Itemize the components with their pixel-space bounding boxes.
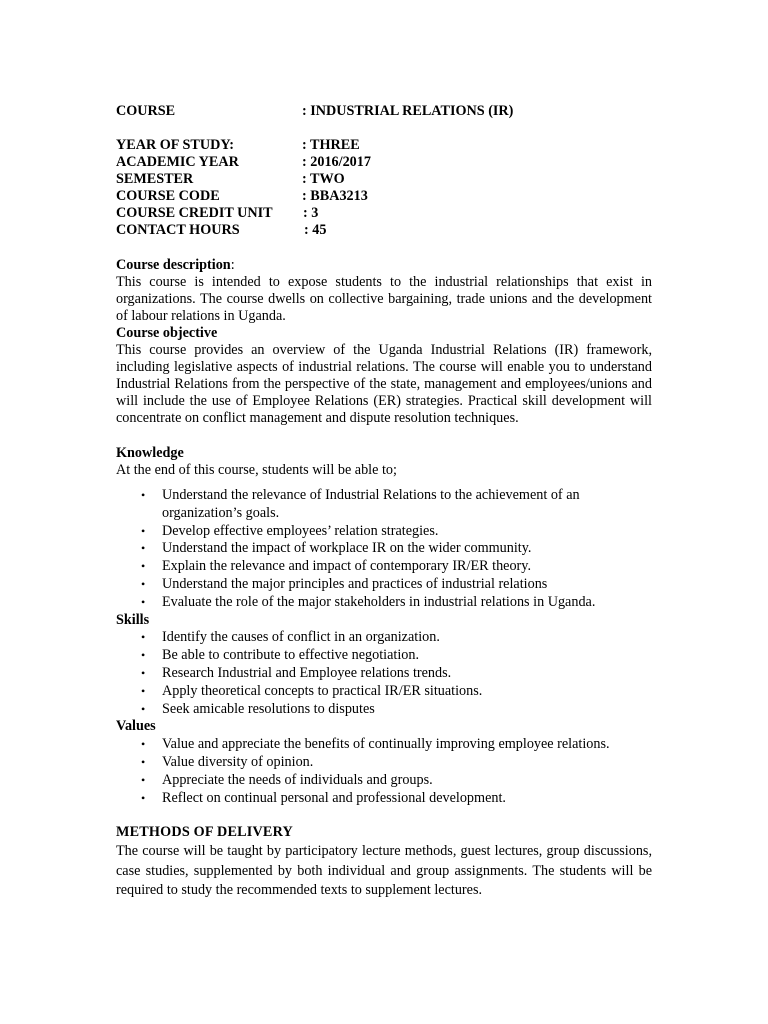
- list-item-text: Explain the relevance and impact of contemporary IR/ER theory.: [162, 558, 531, 575]
- heading-text: Course description: [116, 257, 231, 273]
- info-label: CONTACT HOURS: [116, 222, 240, 238]
- list-item: [116, 647, 652, 665]
- list-item: [116, 540, 652, 558]
- bullet-icon: •: [141, 701, 146, 716]
- list-item: [116, 523, 652, 541]
- info-value: : TWO: [302, 171, 345, 187]
- list-item: [116, 701, 652, 719]
- bullet-icon: •: [141, 754, 146, 769]
- methods-text: The course will be taught by participatory lecture methods, guest lectures, group discussions, case studies, supplemented by both individual and group assignments. The students will be required to study the recommended texts to supplement lectures.: [116, 843, 652, 899]
- bullet-icon: •: [141, 523, 146, 538]
- list-item: [116, 558, 652, 576]
- values-list: [116, 736, 652, 807]
- knowledge-list: [116, 487, 652, 612]
- list-item: [116, 790, 652, 808]
- course-objective-heading: Course objective: [116, 325, 218, 341]
- bullet-icon: •: [141, 772, 146, 787]
- list-item-text: Evaluate the role of the major stakeholders in industrial relations in Uganda.: [162, 593, 596, 610]
- info-value: : 45: [304, 222, 327, 238]
- bullet-icon: •: [141, 576, 146, 591]
- bullet-icon: •: [141, 630, 146, 645]
- info-label: YEAR OF STUDY:: [116, 137, 234, 153]
- heading-colon: :: [230, 257, 235, 273]
- info-value: : INDUSTRIAL RELATIONS (IR): [302, 103, 514, 119]
- list-item: [116, 594, 652, 612]
- info-row-semester: [116, 171, 652, 188]
- info-row-credit-unit: [116, 205, 652, 222]
- list-item-text: Understand the relevance of Industrial Relations to the achievement of an organization’s goals.: [162, 487, 580, 521]
- knowledge-heading: Knowledge: [116, 445, 184, 461]
- list-item-text: Identify the causes of conflict in an organization.: [162, 629, 440, 646]
- list-item-text: Understand the major principles and practices of industrial relations: [162, 575, 548, 592]
- bullet-icon: •: [141, 594, 146, 609]
- list-item: [116, 683, 652, 701]
- info-value: : 3: [303, 205, 319, 221]
- list-item-text: Research Industrial and Employee relations trends.: [162, 664, 452, 681]
- bullet-icon: •: [141, 541, 146, 556]
- course-outline-page: [116, 103, 652, 901]
- info-value: : BBA3213: [302, 188, 368, 204]
- info-row-course: [116, 103, 652, 120]
- course-description-heading: [116, 257, 652, 274]
- info-label: SEMESTER: [116, 171, 194, 187]
- skills-heading: Skills: [116, 611, 150, 628]
- list-item-text: Reflect on continual personal and professional development.: [162, 789, 506, 806]
- info-label: COURSE CREDIT UNIT: [116, 205, 273, 221]
- list-item-text: Be able to contribute to effective negotiation.: [162, 647, 419, 664]
- list-item: [116, 665, 652, 683]
- list-item: [116, 772, 652, 790]
- methods-heading: METHODS OF DELIVERY: [116, 824, 293, 841]
- info-label: COURSE CODE: [116, 188, 220, 204]
- list-item: [116, 487, 652, 523]
- list-item: [116, 629, 652, 647]
- skills-list: [116, 629, 652, 718]
- list-item-text: Apply theoretical concepts to practical IR/ER situations.: [162, 682, 483, 699]
- list-item-text: Develop effective employees’ relation strategies.: [162, 522, 439, 539]
- info-label: ACADEMIC YEAR: [116, 154, 239, 170]
- info-row-course-code: [116, 188, 652, 205]
- info-row-academic-year: [116, 154, 652, 171]
- bullet-icon: •: [141, 790, 146, 805]
- values-heading: Values: [116, 718, 156, 735]
- info-row-contact-hours: [116, 222, 652, 239]
- knowledge-intro: At the end of this course, students will be able to;: [116, 462, 397, 478]
- course-objective-text: This course provides an overview of the Uganda Industrial Relations (IR) framework, including legislative aspects of industrial relations. The course will enable you to understand Industrial Relations from the perspective of the state, management and employees/unions and will include the use of Employee Relations (ER) strategies. Practical skill development will concentrate on conflict management and dispute resolution techniques.: [116, 342, 652, 426]
- list-item-text: Value diversity of opinion.: [162, 753, 314, 770]
- bullet-icon: •: [141, 665, 146, 680]
- info-value: : 2016/2017: [302, 154, 371, 170]
- list-item-text: Seek amicable resolutions to disputes: [162, 700, 375, 717]
- course-description-text: This course is intended to expose students to the industrial relationships that exist in organizations. The course dwells on collective bargaining, trade unions and the development of labour relations in Uganda.: [116, 274, 652, 324]
- list-item-text: Understand the impact of workplace IR on the wider community.: [162, 540, 532, 557]
- list-item: [116, 736, 652, 754]
- list-item-text: Appreciate the needs of individuals and groups.: [162, 771, 433, 788]
- list-item-text: Value and appreciate the benefits of continually improving employee relations.: [162, 736, 610, 753]
- info-label: COURSE: [116, 103, 176, 119]
- bullet-icon: •: [141, 648, 146, 663]
- list-item: [116, 754, 652, 772]
- bullet-icon: •: [141, 559, 146, 574]
- bullet-icon: •: [141, 737, 146, 752]
- bullet-icon: •: [141, 683, 146, 698]
- info-value: : THREE: [302, 137, 360, 153]
- bullet-icon: •: [141, 488, 146, 502]
- list-item: [116, 576, 652, 594]
- info-row-year-of-study: [116, 137, 652, 154]
